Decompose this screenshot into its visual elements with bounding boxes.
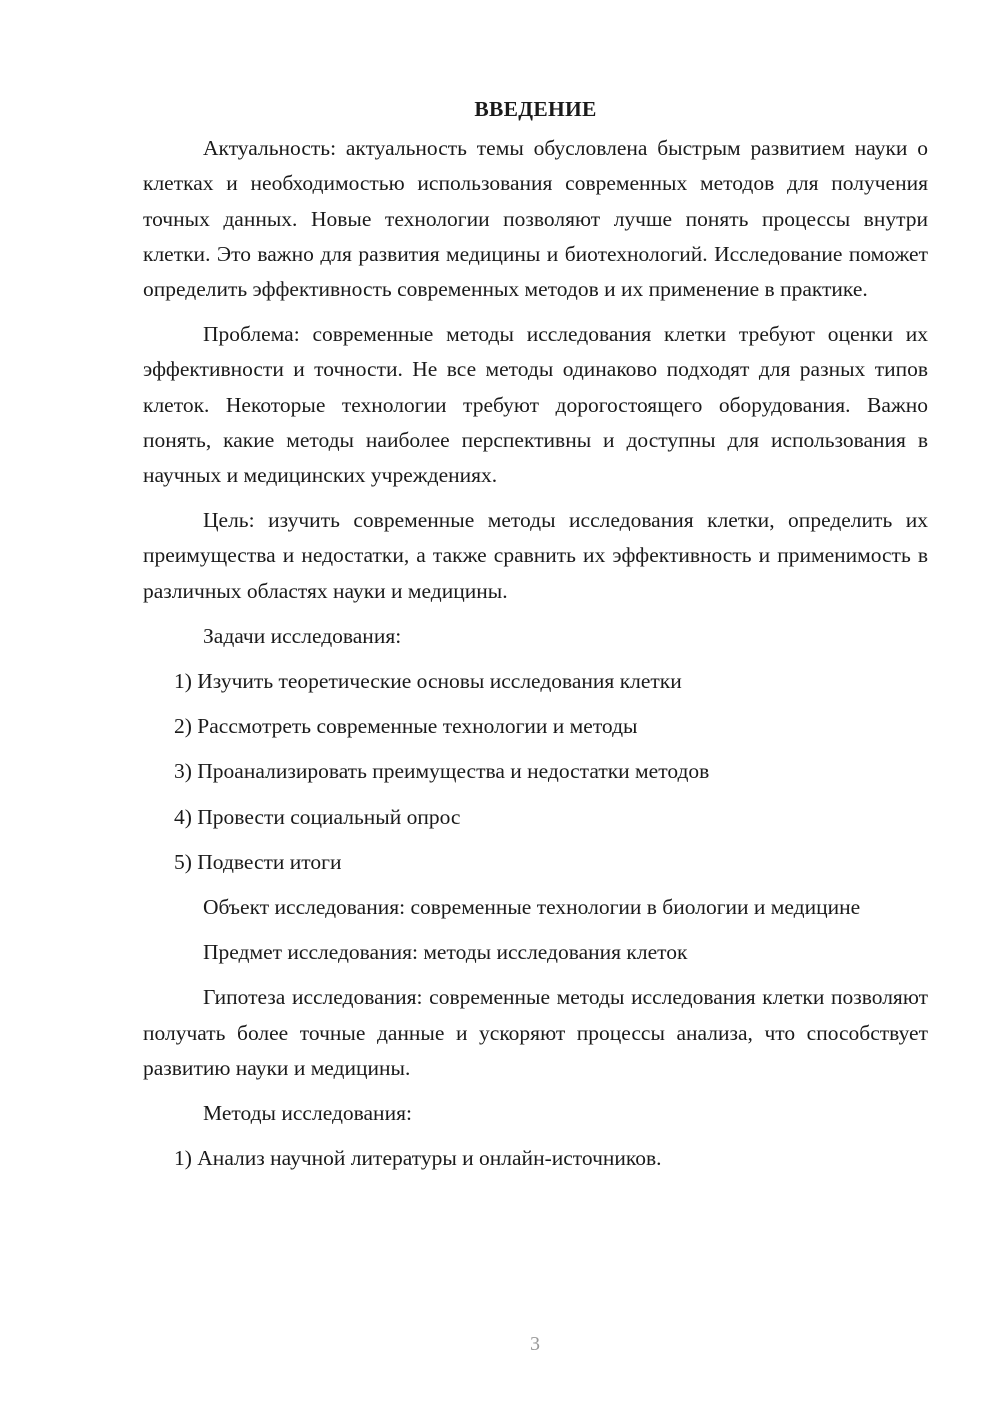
object-paragraph: Объект исследования: современные технологии в биологии и медицине	[203, 895, 861, 920]
page-number: 3	[530, 1333, 540, 1355]
list-item: 3) Проанализировать преимущества и недостатки методов	[174, 759, 710, 784]
tasks-list	[143, 664, 928, 880]
problem-paragraph: Проблема: современные методы исследования клетки требуют оценки их эффективности и точности. Не все методы одинаково подходят для разных типов клеток. Некоторые технологии требуют дорогостоящего оборудования. Важно понять, какие методы наиболее перспективны и доступны для использования в научных и медицинских учреждениях.	[143, 322, 928, 488]
methods-list	[143, 1141, 928, 1176]
list-item: 1) Изучить теоретические основы исследования клетки	[174, 669, 682, 694]
relevance-paragraph: Актуальность: актуальность темы обусловлена быстрым развитием науки о клетках и необходимостью использования современных методов для получения точных данных. Новые технологии позволяют лучше понять процессы внутри клетки. Это важно для развития медицины и биотехнологий. Исследование поможет определить эффективность современных методов и их применение в практике.	[143, 136, 928, 302]
list-item: 1) Анализ научной литературы и онлайн-источников.	[174, 1146, 662, 1171]
methods-heading: Методы исследования:	[203, 1101, 412, 1126]
list-item: 5) Подвести итоги	[174, 849, 342, 874]
document-page	[143, 92, 928, 1186]
list-item: 4) Провести социальный опрос	[174, 804, 461, 829]
goal-paragraph: Цель: изучить современные методы исследования клетки, определить их преимущества и недостатки, а также сравнить их эффективность и применимость в различных областях науки и медицины.	[143, 508, 928, 603]
tasks-heading: Задачи исследования:	[203, 623, 402, 648]
page-title: ВВЕДЕНИЕ	[474, 97, 597, 121]
hypothesis-paragraph: Гипотеза исследования: современные методы исследования клетки позволяют получать более точные данные и ускоряют процессы анализа, что способствует развитию науки и медицины.	[143, 985, 928, 1080]
list-item: 2) Рассмотреть современные технологии и методы	[174, 714, 638, 739]
subject-paragraph: Предмет исследования: методы исследования клеток	[203, 940, 688, 965]
